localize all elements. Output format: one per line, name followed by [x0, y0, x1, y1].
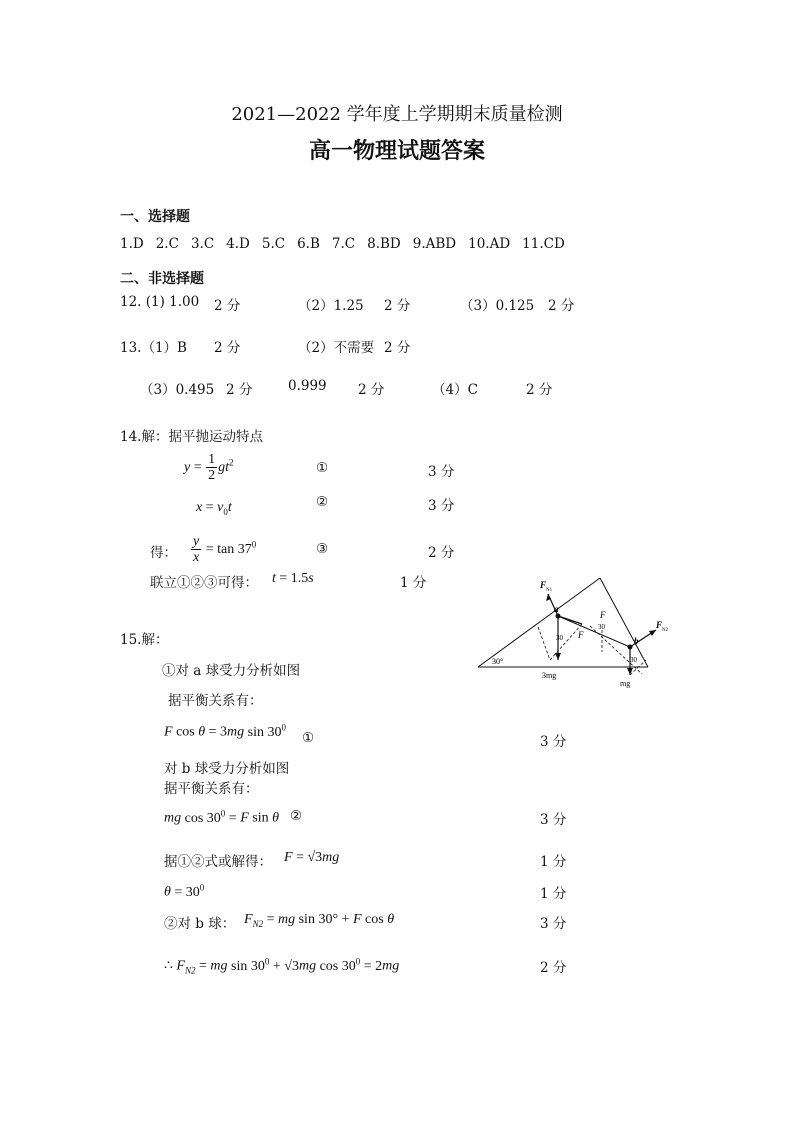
fn1-sub: N1 — [546, 588, 553, 593]
mg-arrowhead — [627, 668, 633, 675]
q14-eq2-score: 3 分 — [428, 498, 455, 514]
q15-final-eq: ∴ $F_{N2}$ = mg $\sin 30^0 + √3mg$ $\cos 30^0 = 2mg$ — [164, 956, 400, 976]
answer-item: 10.AD — [468, 236, 511, 252]
answer-item: 8.BD — [367, 236, 401, 252]
q13-score1: 2 分 — [214, 340, 241, 356]
q14-intro: 14.解：据平抛运动特点 — [120, 429, 263, 445]
q15-eq2: mg $\cos 30^0 = F$ sin θ — [164, 808, 279, 826]
3mg-arrowhead — [555, 653, 561, 660]
exam-title: 2021—2022 学年度上学期期末质量检测 — [231, 104, 563, 125]
answer-item: 3.C — [190, 236, 215, 252]
answer-item: 7.C — [331, 236, 356, 252]
rod-ab — [558, 616, 630, 647]
q12-item1: 12. (1) 1.00 — [120, 294, 200, 310]
q14-eq3-prefix: 得： — [150, 545, 177, 561]
fn1-label: F — [540, 580, 547, 590]
f-label-2: F — [600, 610, 606, 620]
q12-item2: （2）1.25 — [298, 298, 364, 314]
q13-item5: （4）C — [432, 382, 478, 398]
q14-eq1-score: 3 分 — [428, 464, 455, 480]
answer-item: 4.D — [226, 236, 250, 252]
label-mg: mg — [620, 679, 631, 688]
q14-result-prefix: 联立①②③可得： — [150, 575, 258, 591]
q13-item3: （3）0.495 — [140, 382, 215, 398]
section-heading-nonchoice: 二、非选择题 — [120, 271, 204, 287]
q15-theta-score: 1 分 — [540, 886, 567, 902]
q15-eq1: F cos θ = 3mg $\sin 30^0$ — [164, 722, 286, 740]
answer-item: 11.CD — [522, 236, 565, 252]
q13-score3: 2 分 — [226, 382, 253, 398]
q14-eq1: y = $\frac{1}{2}$ $gt^2$ — [184, 452, 234, 484]
q13-score5: 2 分 — [526, 382, 553, 398]
incline-slope — [478, 578, 600, 667]
q15-eq2-mark: ② — [290, 808, 303, 824]
q13-item2: （2）不需要 — [298, 340, 375, 356]
answer-item: 1.D — [120, 236, 144, 252]
q15-eq2-score: 3 分 — [540, 812, 567, 828]
q14-eq2-mark: ② — [316, 494, 329, 510]
dashed-line — [538, 627, 550, 660]
f-arrow — [558, 616, 582, 624]
label-a: a — [554, 604, 559, 614]
answer-item: 6.B — [297, 236, 320, 252]
q14-eq1-mark: ① — [316, 460, 329, 476]
q15-eq1-score: 3 分 — [540, 734, 567, 750]
label-b: b — [634, 636, 639, 646]
q14-eq3-score: 2 分 — [428, 545, 455, 561]
q15-balance1: 据平衡关系有： — [168, 693, 263, 709]
fn2-arrowhead — [649, 630, 656, 636]
answer-item: 2.C — [155, 236, 179, 252]
angle-30-a: 30 — [556, 634, 563, 642]
q15-balance2: 据平衡关系有： — [164, 781, 259, 797]
f-label: F — [578, 630, 584, 640]
q15-part2-prefix: ②对 b 球： — [164, 916, 236, 932]
angle-30-label: 30° — [492, 657, 504, 666]
q15-theta-eq: $\theta = 30^0$ — [164, 882, 205, 900]
angle-30-b: 30 — [630, 656, 637, 664]
incline-right — [600, 578, 648, 667]
q14-eq3: $\frac{y}{x}$ = $\tan 37^0$ — [193, 534, 257, 566]
q15-solve-score: 1 分 — [540, 854, 567, 870]
section-heading-choice: 一、选择题 — [120, 209, 190, 225]
q15-eq1-mark: ① — [302, 730, 315, 746]
q12-item3: （3）0.125 — [460, 298, 535, 314]
q13-item1: 13.（1）B — [120, 340, 187, 356]
q12-score3: 2 分 — [548, 298, 575, 314]
q15-solve-eq: F = √3mg — [284, 850, 340, 865]
q15-intro: 15.解： — [120, 632, 169, 648]
q12-score1: 2 分 — [214, 298, 241, 314]
answer-title: 高一物理试题答案 — [308, 138, 485, 164]
fn2-label: F — [656, 620, 663, 630]
q14-eq2: $x = v_0t$ — [196, 500, 232, 517]
answer-item: 9.ABD — [412, 236, 457, 252]
answer-item: 5.C — [261, 236, 286, 252]
q14-eq3-mark: ③ — [316, 541, 329, 557]
choice-answers — [120, 236, 565, 252]
q14-result-score: 1 分 — [400, 575, 427, 591]
q15-line-b: 对 b 球受力分析如图 — [164, 761, 290, 777]
label-3mg: 3mg — [542, 671, 557, 680]
q15-part2-eq: $F_{N2}$ = mg sin 30° + F cos θ — [244, 912, 395, 929]
fn2-sub: N2 — [662, 628, 669, 633]
angle-30-mid: 30 — [598, 623, 605, 631]
q15-part2-score: 3 分 — [540, 916, 567, 932]
q13-item4: 0.999 — [288, 378, 327, 394]
q12-score2: 2 分 — [384, 298, 411, 314]
force-diagram — [470, 572, 670, 692]
q15-line-a: ①对 a 球受力分析如图 — [162, 663, 301, 679]
q13-score4: 2 分 — [358, 382, 385, 398]
q13-score2: 2 分 — [384, 340, 411, 356]
q15-final-score: 2 分 — [540, 960, 567, 976]
q15-solve-prefix: 据①②式或解得： — [164, 854, 272, 870]
q14-result: t = 1.5s — [272, 571, 314, 586]
